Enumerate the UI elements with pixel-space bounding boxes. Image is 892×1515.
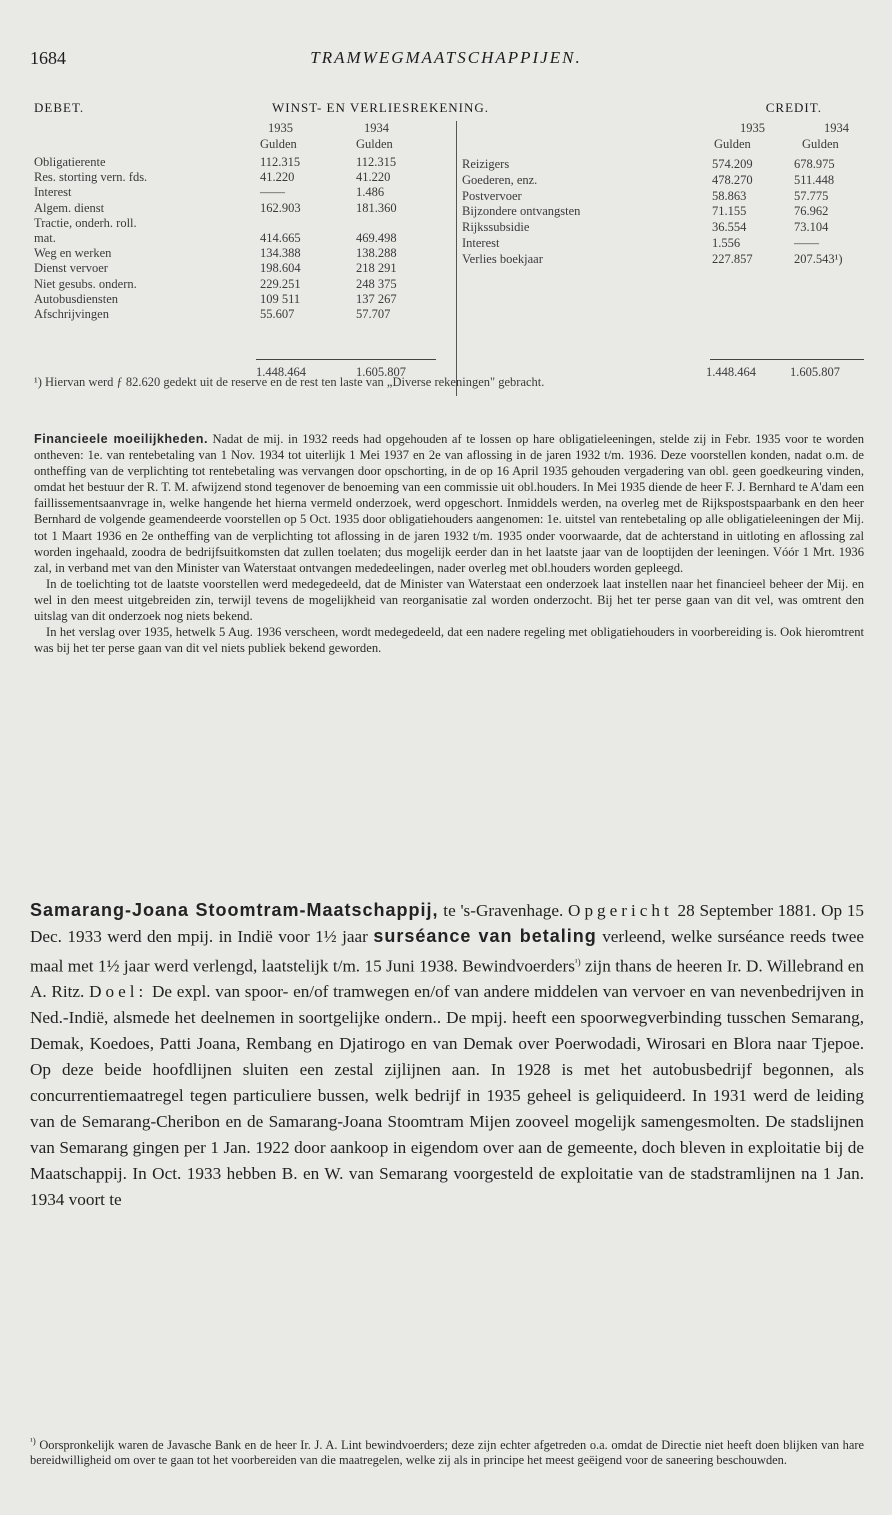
debit-row-1935: 41.220 [260,170,295,185]
footnote-text: Oorspronkelijk waren de Javasche Bank en de heer Ir. J. A. Lint bewindvoerders; deze zijn echter afgetreden o.a. omdat de Directie niet heeft doen blijken van hare bereidwilligheid om over te gaan tot het voorbereiden van die maatregelen, welke zij als in principe het meest geëigend voor de saneering beschouwden. [30,1438,865,1468]
debit-row-1935: 109 511 [260,291,301,306]
debit-total-1934: 1.605.807 [356,365,406,379]
debit-row-1934: 138.288 [356,246,397,261]
debit-row-label: Obligatierente [34,155,106,169]
paragraph: In de toelichting tot de laatste voorstellen werd medegedeeld, dat de Minister van Waterstaat een onderzoek laat instellen naar het financieel beheer der Mij. en wel in den meest uitgebreiden zin, terwijl tevens de mogelijkheid van reorganisatie zal worden onderzocht. Bij het ter perse gaan van dit vel, was omtrent den uitslag van dit onderzoek nog niets bekend. [34,576,864,624]
credit-row-1934: 207.543¹) [794,251,843,266]
debit-row-1935: 134.388 [260,246,301,261]
debit-row-label: Dienst vervoer [34,261,108,276]
credit-row-1935: 36.554 [712,220,747,235]
account-heading [34,100,862,120]
credit-row-1935: 1.556 [712,236,741,250]
credit-row-1934: 76.962 [794,204,829,219]
column-divider [456,121,457,396]
debit-row-label: Tractie, onderh. roll. [34,215,137,230]
debit-row-1934: 1.486 [356,185,385,200]
credit-row-label: Rijkssubsidie [462,220,530,235]
text: 28 September 1881. Op 15 Dec. 1933 werd den mpij. in Indië voor 1½ jaar [30,901,865,946]
footnote-marker: ¹) [574,956,581,967]
credit-row-label: Bijzondere ontvangsten [462,204,581,219]
page-footnote [30,1434,864,1468]
debit-row-label: Interest [34,185,72,200]
debit-total-1935: 1.448.464 [256,365,306,379]
credit-row-label: Goederen, enz. [462,172,538,187]
debit-row-1935: 162.903 [260,200,301,215]
text: De expl. van spoor- en/of tramwegen en/of van andere middelen van vervoer en van nevenbedrijven in Ned.-Indië, alsmede het deelnemen in soortgelijke ondern.. De mpij. heeft een spoorwegverbinding tusschen Semarang, Demak, Koedoes, Patti Joana, Rembang en Djatirogo en van Demak over Poerwodadi, Wirosari en Blora naar Tjepoe. Op deze beide hoofdlijnen sluiten een zestal zijlijnen aan. In 1928 is met het autobusbedrijf begonnen, als concurrentiemaatregel tegen particuliere bussen, welk bedrijf in 1935 geheel is geliquideerd. In 1931 werd de leiding van de Semarang-Cheribon en de Samarang-Joana Stoomtram Mijen zooveel mogelijk samengesmolten. De stadslijnen van Semarang gingen per 1 Jan. 1922 door aankoop in eigendom over aan de gemeente, doch bleven in exploitatie bij de Maatschappij. In Oct. 1933 hebben B. en W. van Semarang voorgesteld de exploitatie van de stadstramlijnen na 1 Jan. 1934 voort te [30,982,865,1209]
debit-row-1934: 181.360 [356,200,397,215]
debit-row-1934: 41.220 [356,170,391,185]
credit-row-1935: 58.863 [712,188,747,203]
debit-row-label: Autobusdiensten [34,291,119,306]
debit-row-1934: 112.315 [356,155,397,169]
debit-row-1934: 57.707 [356,307,391,321]
credit-row-1935: 227.857 [712,251,753,266]
debit-row-1935: 229.251 [260,276,301,291]
credit-total-1935: 1.448.464 [706,365,756,379]
debit-row-1935: 198.604 [260,261,301,276]
page-number: 1684 [30,48,66,68]
debit-row-1934: 137 267 [356,291,397,306]
debit-row-label: Weg en werken [34,246,112,261]
debit-row-1935: 414.665 [260,231,301,245]
credit-row-label: Postvervoer [462,188,522,203]
paragraph: Nadat de mij. in 1932 reeds had opgehouden af te lossen op hare obligatieleeningen, stelde zij in Febr. 1935 voor te worden ontheven: 1e. van rentebetaling van 1 Nov. 1934 tot uiterlijk 1 Mei 1937 en 2e van aflossing in de jaren 1932 t/m. 1936. Deze voorstellen konden, nadat o.m. de ontheffing van de verplichting tot rentebetaling was vervangen door opschorting, in de op 16 April 1935 gehouden vergadering van obl. geen goedkeuring vinden, omdat het bestuur der R. T. M. afwijzend stond tegenover de benoeming van een commissie uit obl.houders. In Mei 1935 diende de heer F. J. Bernhard te A'dam een faillissementsaanvrage in, welke hangende het hierna vermeld onderzoek, werd opgeschort. Inmiddels werden, na overleg met de Rijkspostspaarbank en den heer Bernhard de volgende geamendeerde voorstellen op 5 Oct. 1935 door obligatiehouders aangenomen: 1e. uitstel van rentebetaling op alle obligatieleeningen der Mij. tot 1 Maart 1936 en 2e ontheffing van de verplichting tot aflossing in de jaren 1932 t/m. 1935 onder voorwaarde, dat de achterstand in uitloting en aflossing zal worden ingehaald, zoodra de bedrijfsuitkomsten dat zullen toelaten; dus mogelijk eerder dan in het laatste jaar van de looptijden der leeningen. Vóór 1 Mrt. 1936 zal, in verband met van den Minister van Waterstaat ontvangen mededeelingen, nader overleg met obl.houders worden gepleegd. [34,432,864,575]
opgericht-label: Opgericht [568,901,673,920]
account-title: WINST- EN VERLIESREKENING. [272,100,490,115]
credit-row-label: Verlies boekjaar [462,251,543,266]
footnote-marker: ¹) [30,1436,36,1446]
debit-row-1935: —— [260,185,285,200]
doel-label: Doel: [89,982,148,1002]
debet-label: DEBET. [34,100,85,115]
running-title: TRAMWEGMAATSCHAPPIJEN. [310,48,582,67]
credit-total-1934: 1.605.807 [790,365,840,379]
credit-year-1935: 1935 [740,121,765,135]
credit-row-1934: 511.448 [794,172,835,187]
debit-row-label: mat. [34,231,56,245]
credit-row-1935: 574.209 [712,157,753,171]
section-samarang-joana [30,898,864,1213]
credit-row-1934: 678.975 [794,157,835,171]
company-name: Samarang-Joana Stoomtram-Maatschappij, [30,900,439,920]
debit-row-1934: 469.498 [356,231,397,245]
credit-sum-rule [710,359,864,360]
debit-row-1935: 112.315 [260,155,301,169]
debit-row-1935: 55.607 [260,307,295,321]
credit-unit-1934: Gulden [802,137,839,151]
credit-row-1934: 73.104 [794,220,829,235]
debit-unit-1934: Gulden [356,137,393,151]
credit-unit-1935: Gulden [714,137,751,151]
debit-row-1934: 218 291 [356,261,397,276]
account-footnote: ¹) Hiervan werd ƒ 82.620 gedekt uit de reserve en de rest ten laste van „Diverse rekeningen" gebracht. [34,375,545,389]
debit-row-label: Algem. dienst [34,200,105,215]
credit-row-label: Interest [462,236,500,250]
text: verleend, welke surséance reeds twee maal met 1½ jaar werd verlengd, laatstelijk t/m. 15 Juni 1938. Bewindvoerders [30,926,865,976]
debit-year-1935: 1935 [268,121,293,135]
credit-row-1935: 478.270 [712,172,753,187]
credit-row-label: Reizigers [462,157,510,171]
credit-row-1934: —— [794,236,819,250]
debit-year-1934: 1934 [364,121,389,135]
debit-row-label: Afschrijvingen [34,307,109,321]
credit-row-1934: 57.775 [794,188,829,203]
credit-year-1934: 1934 [824,121,849,135]
profit-loss-account [34,121,864,396]
surseance-term: surséance van betaling [373,925,597,946]
debit-row-1934: 248 375 [356,276,397,291]
page-header [30,48,862,78]
section-financial-difficulties [34,431,864,656]
debit-row-label: Res. storting vern. fds. [34,170,148,185]
text: zijn thans de heeren Ir. D. Willebrand en A. Ritz. [30,956,865,1002]
debit-sum-rule [256,359,436,360]
debit-unit-1935: Gulden [260,137,297,151]
text: te 's-Gravenhage. [443,901,564,920]
paragraph: In het verslag over 1935, hetwelk 5 Aug. 1936 verscheen, wordt medegedeeld, dat een nadere regeling met obligatiehouders in voorbereiding is. Ook hieromtrent was bij het ter perse gaan van dit vel niets publiek bekend geworden. [34,625,864,656]
debit-row-label: Niet gesubs. ondern. [34,276,137,291]
section-heading: Financieele moeilijkheden. [34,432,208,446]
credit-row-1935: 71.155 [712,204,747,219]
credit-label: CREDIT. [765,100,822,115]
